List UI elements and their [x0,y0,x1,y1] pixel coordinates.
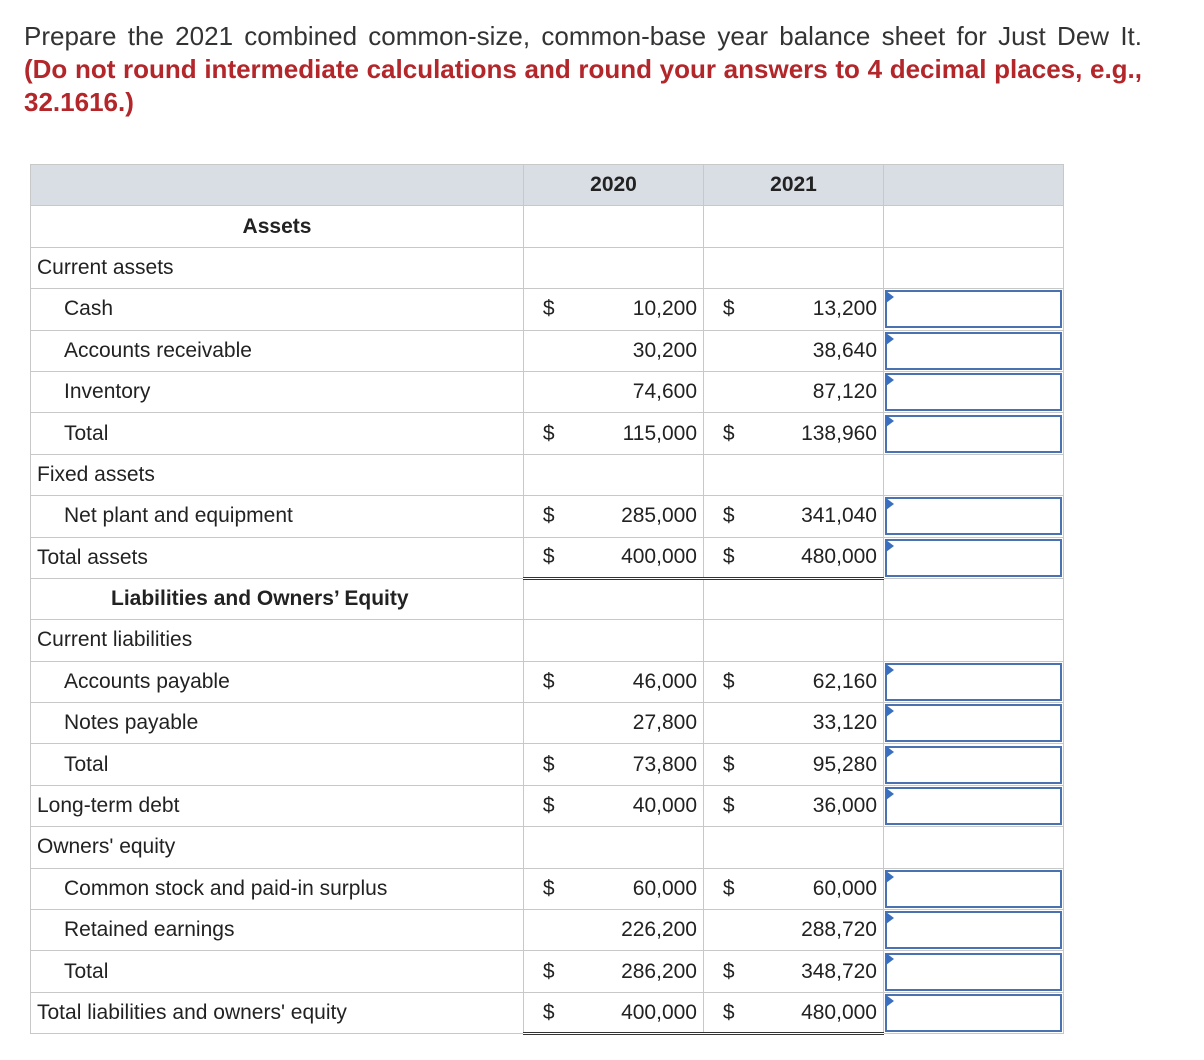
dollar-sign-2020 [524,578,574,619]
answer-cell [884,413,1064,454]
balance-sheet-table [30,164,1064,1035]
row-label: Liabilities and Owners’ Equity [31,578,524,619]
answer-cell [884,206,1064,247]
common-size-answer-input[interactable] [885,787,1062,825]
value-2020: 115,000 [574,413,704,454]
dollar-sign-2021: $ [704,992,754,1033]
table-row [31,910,1064,951]
value-2021: 348,720 [754,951,884,992]
input-marker-icon [886,953,894,965]
value-2020: 400,000 [574,537,704,578]
dollar-sign-2020 [524,910,574,951]
common-size-answer-input[interactable] [885,953,1062,991]
row-label: Notes payable [31,703,524,744]
table-row [31,744,1064,785]
input-marker-icon [886,705,894,717]
header-blank [31,165,524,206]
dollar-sign-2021: $ [704,785,754,826]
row-label: Inventory [31,371,524,412]
answer-cell [884,910,1064,951]
dollar-sign-2021 [704,247,754,288]
dollar-sign-2020: $ [524,289,574,330]
input-marker-icon [886,333,894,345]
row-label: Cash [31,289,524,330]
value-2020: 40,000 [574,785,704,826]
value-2020: 74,600 [574,371,704,412]
row-label: Current liabilities [31,620,524,661]
dollar-sign-2020: $ [524,744,574,785]
value-2020 [574,206,704,247]
row-label: Retained earnings [31,910,524,951]
table-row [31,206,1064,247]
value-2021 [754,247,884,288]
value-2021: 36,000 [754,785,884,826]
input-marker-icon [886,995,894,1007]
row-label: Accounts payable [31,661,524,702]
table-row [31,496,1064,537]
input-marker-icon [886,871,894,883]
table-row [31,992,1064,1033]
value-2021 [754,620,884,661]
value-2021: 13,200 [754,289,884,330]
table-row [31,620,1064,661]
row-label: Long-term debt [31,785,524,826]
answer-cell [884,454,1064,495]
table-row [31,868,1064,909]
dollar-sign-2021: $ [704,744,754,785]
value-2021: 341,040 [754,496,884,537]
row-label: Owners' equity [31,827,524,868]
common-size-answer-input[interactable] [885,290,1062,328]
header-2020: 2020 [524,165,704,206]
dollar-sign-2021 [704,578,754,619]
input-marker-icon [886,374,894,386]
value-2020: 73,800 [574,744,704,785]
input-marker-icon [886,664,894,676]
value-2021: 38,640 [754,330,884,371]
header-2021: 2021 [704,165,884,206]
common-size-answer-input[interactable] [885,746,1062,784]
value-2021 [754,578,884,619]
dollar-sign-2020: $ [524,413,574,454]
answer-cell [884,537,1064,578]
answer-cell [884,992,1064,1033]
table-row [31,289,1064,330]
row-label: Common stock and paid-in surplus [31,868,524,909]
value-2020 [574,454,704,495]
table-row [31,330,1064,371]
answer-cell [884,785,1064,826]
dollar-sign-2020: $ [524,951,574,992]
answer-cell [884,827,1064,868]
value-2020: 60,000 [574,868,704,909]
table-row [31,703,1064,744]
answer-cell [884,578,1064,619]
table-row [31,454,1064,495]
value-2020: 400,000 [574,992,704,1033]
row-label: Total assets [31,537,524,578]
question-prompt [24,20,1142,119]
input-marker-icon [886,912,894,924]
value-2021: 62,160 [754,661,884,702]
dollar-sign-2020 [524,827,574,868]
table-row [31,827,1064,868]
value-2020 [574,247,704,288]
common-size-answer-input[interactable] [885,373,1062,411]
input-marker-icon [886,415,894,427]
dollar-sign-2020 [524,703,574,744]
prompt-text: Prepare the 2021 combined common-size, common-base year balance sheet for Just Dew It. [24,21,1142,51]
dollar-sign-2020 [524,206,574,247]
dollar-sign-2020: $ [524,785,574,826]
row-label: Total [31,951,524,992]
value-2021: 480,000 [754,537,884,578]
value-2020 [574,578,704,619]
value-2021: 33,120 [754,703,884,744]
dollar-sign-2021: $ [704,951,754,992]
common-size-answer-input[interactable] [885,704,1062,742]
table-row [31,537,1064,578]
value-2021: 138,960 [754,413,884,454]
table-row [31,371,1064,412]
answer-cell [884,703,1064,744]
dollar-sign-2020 [524,371,574,412]
value-2020 [574,827,704,868]
table-row [31,247,1064,288]
dollar-sign-2020 [524,454,574,495]
common-size-answer-input[interactable] [885,539,1062,577]
dollar-sign-2021 [704,910,754,951]
value-2020: 285,000 [574,496,704,537]
table-row [31,785,1064,826]
value-2021: 87,120 [754,371,884,412]
table-row [31,951,1064,992]
answer-cell [884,330,1064,371]
value-2021 [754,454,884,495]
dollar-sign-2021 [704,827,754,868]
common-size-answer-input[interactable] [885,415,1062,453]
dollar-sign-2020: $ [524,661,574,702]
dollar-sign-2021: $ [704,413,754,454]
value-2021: 480,000 [754,992,884,1033]
common-size-answer-input[interactable] [885,332,1062,370]
value-2021 [754,206,884,247]
answer-cell [884,661,1064,702]
answer-cell [884,744,1064,785]
value-2021: 288,720 [754,910,884,951]
dollar-sign-2020 [524,620,574,661]
value-2020: 30,200 [574,330,704,371]
value-2020 [574,620,704,661]
table-row [31,661,1064,702]
value-2020: 46,000 [574,661,704,702]
dollar-sign-2021 [704,620,754,661]
value-2020: 226,200 [574,910,704,951]
row-label: Total [31,744,524,785]
answer-cell [884,951,1064,992]
dollar-sign-2021 [704,330,754,371]
dollar-sign-2020: $ [524,537,574,578]
dollar-sign-2021 [704,206,754,247]
value-2021: 95,280 [754,744,884,785]
table-row [31,413,1064,454]
value-2021 [754,827,884,868]
input-marker-icon [886,498,894,510]
header-row [31,165,1064,206]
row-label: Accounts receivable [31,330,524,371]
common-size-answer-input[interactable] [885,870,1062,908]
common-size-answer-input[interactable] [885,911,1062,949]
common-size-answer-input[interactable] [885,663,1062,701]
answer-cell [884,496,1064,537]
answer-cell [884,247,1064,288]
value-2020: 286,200 [574,951,704,992]
dollar-sign-2021 [704,454,754,495]
dollar-sign-2020: $ [524,868,574,909]
dollar-sign-2021 [704,371,754,412]
header-answer-column [884,165,1064,206]
input-marker-icon [886,540,894,552]
row-label: Fixed assets [31,454,524,495]
value-2021: 60,000 [754,868,884,909]
value-2020: 10,200 [574,289,704,330]
answer-cell [884,289,1064,330]
dollar-sign-2020: $ [524,496,574,537]
dollar-sign-2021: $ [704,289,754,330]
row-label: Net plant and equipment [31,496,524,537]
dollar-sign-2021 [704,703,754,744]
table-row [31,578,1064,619]
common-size-answer-input[interactable] [885,497,1062,535]
common-size-answer-input[interactable] [885,994,1062,1032]
dollar-sign-2021: $ [704,661,754,702]
input-marker-icon [886,291,894,303]
dollar-sign-2021: $ [704,496,754,537]
answer-cell [884,371,1064,412]
dollar-sign-2020: $ [524,992,574,1033]
row-label: Current assets [31,247,524,288]
row-label: Total liabilities and owners' equity [31,992,524,1033]
input-marker-icon [886,788,894,800]
dollar-sign-2021: $ [704,868,754,909]
row-label: Total [31,413,524,454]
answer-cell [884,620,1064,661]
answer-cell [884,868,1064,909]
value-2020: 27,800 [574,703,704,744]
rounding-instruction: (Do not round intermediate calculations and round your answers to 4 decimal places, e.g., 32.1616.) [24,54,1142,117]
dollar-sign-2021: $ [704,537,754,578]
dollar-sign-2020 [524,330,574,371]
dollar-sign-2020 [524,247,574,288]
input-marker-icon [886,746,894,758]
row-label: Assets [31,206,524,247]
